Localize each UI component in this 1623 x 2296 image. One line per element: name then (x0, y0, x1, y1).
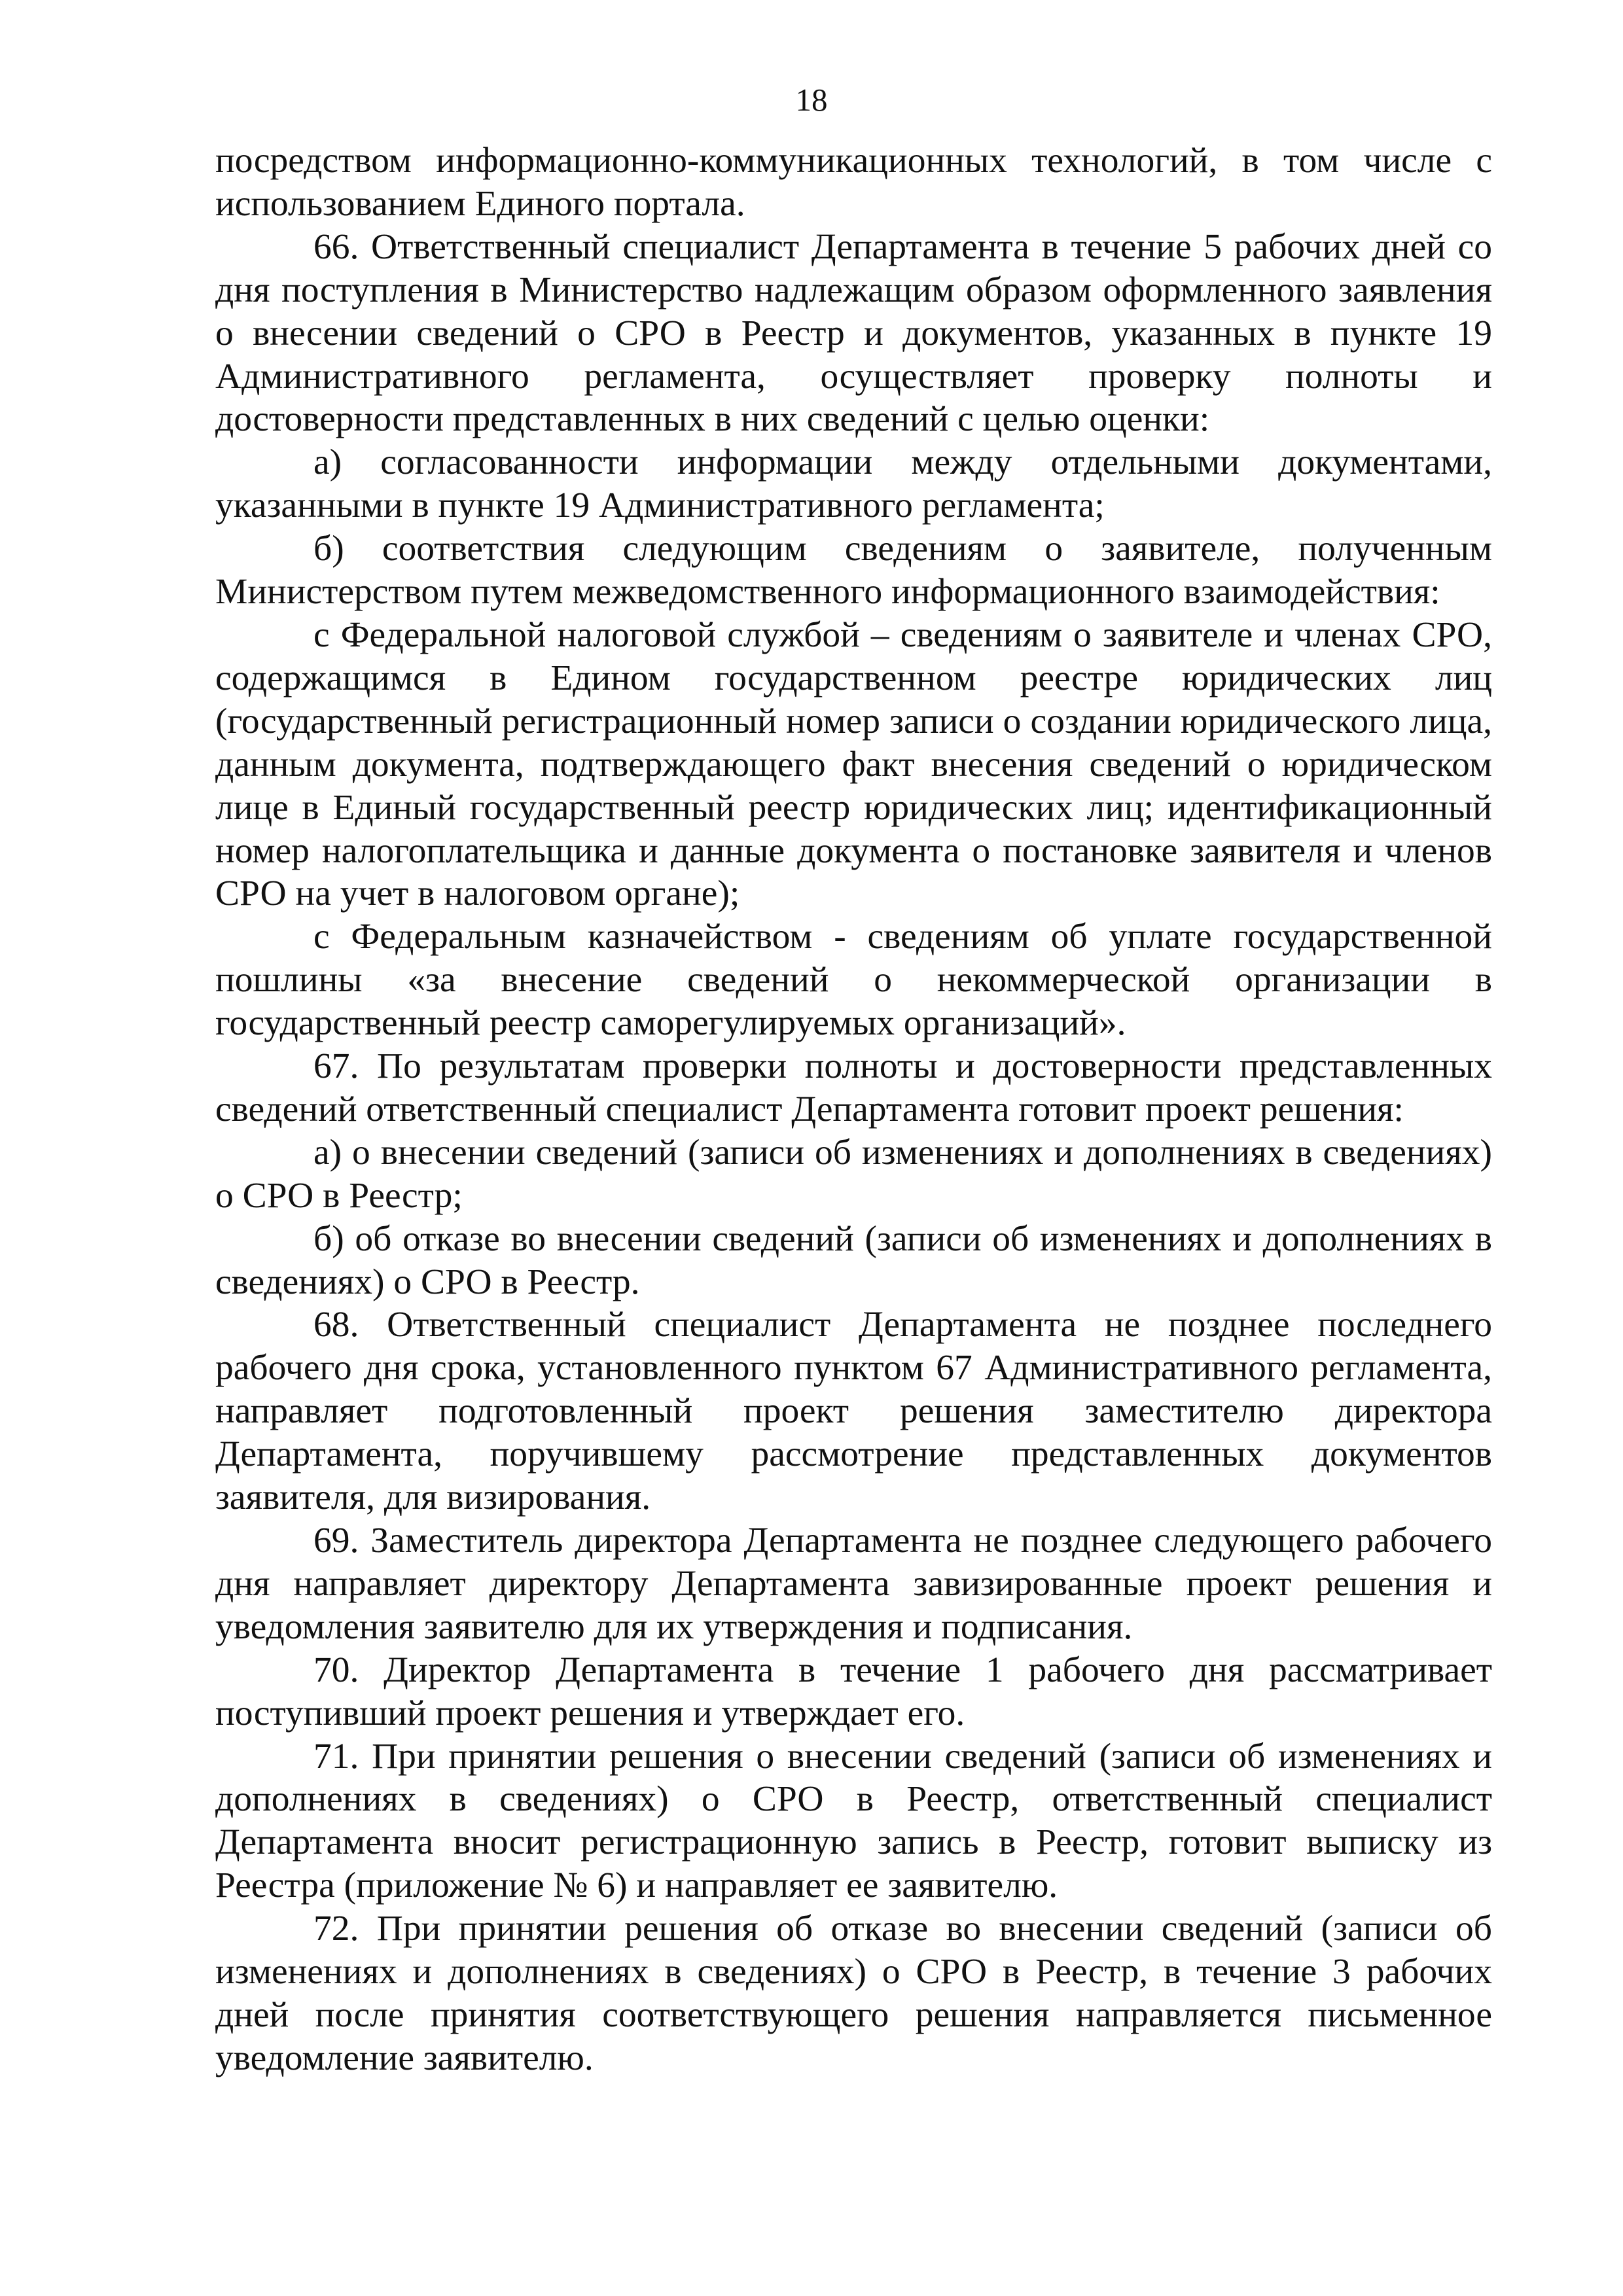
paragraph-66-a: а) согласованности информации между отдельными документами, указанными в пункте 19 Административного регламента; (215, 442, 1492, 526)
paragraph-70: 70. Директор Департамента в течение 1 рабочего дня рассматривает поступивший проект решения и утверждает его. (215, 1650, 1492, 1733)
paragraph-68: 68. Ответственный специалист Департамента не позднее последнего рабочего дня срока, установленного пунктом 67 Административного регламента, направляет подготовленный проект решения заместителю директора Департамента, поручившему рассмотрение представленных документов заявителя, для визирования. (215, 1305, 1492, 1518)
paragraph-67: 67. По результатам проверки полноты и достоверности представленных сведений ответственный специалист Департамента готовит проект решения: (215, 1046, 1492, 1129)
document-body (215, 139, 1492, 2080)
paragraph-67-b: б) об отказе во внесении сведений (записи об изменениях и дополнениях в сведениях) о СРО в Реестр. (215, 1218, 1492, 1302)
paragraph-66: 66. Ответственный специалист Департамента в течение 5 рабочих дней со дня поступления в Министерство надлежащим образом оформленного заявления о внесении сведений о СРО в Реестр и документов, указанных в пункте 19 Административного регламента, осуществляет проверку полноты и достоверности представленных в них сведений с целью оценки: (215, 226, 1492, 440)
page-number: 18 (795, 82, 828, 118)
paragraph-67-a: а) о внесении сведений (записи об изменениях и дополнениях в сведениях) о СРО в Реестр; (215, 1132, 1492, 1216)
paragraph-66-b: б) соответствия следующим сведениям о заявителе, полученным Министерством путем межведомственного информационного взаимодействия: (215, 529, 1492, 612)
paragraph-72: 72. При принятии решения об отказе во внесении сведений (записи об изменениях и дополнениях в сведениях) о СРО в Реестр, в течение 3 рабочих дней после принятия соответствующего решения направляется письменное уведомление заявителю. (215, 1909, 1492, 2078)
paragraph-tax-service: с Федеральной налоговой службой – сведениям о заявителе и членах СРО, содержащимся в Едином государственном реестре юридических лиц (государственный регистрационный номер записи о создании юридического лица, данным документа, подтверждающего факт внесения сведений о юридическом лице в Единый государственный реестр юридических лиц; идентификационный номер налогоплательщика и данные документа о постановке заявителя и членов СРО на учет в налоговом органе); (215, 614, 1492, 914)
paragraph-69: 69. Заместитель директора Департамента не позднее следующего рабочего дня направляет директору Департамента завизированные проект решения и уведомления заявителю для их утверждения и подписания. (215, 1521, 1492, 1647)
paragraph-continuation: посредством информационно-коммуникационных технологий, в том числе с использованием Единого портала. (215, 141, 1492, 224)
paragraph-treasury: с Федеральным казначейством - сведениям об уплате государственной пошлины «за внесение сведений о некоммерческой организации в государственный реестр саморегулируемых организаций». (215, 917, 1492, 1044)
paragraph-71: 71. При принятии решения о внесении сведений (записи об изменениях и дополнениях в сведениях) о СРО в Реестр, ответственный специалист Департамента вносит регистрационную запись в Реестр, готовит выписку из Реестра (приложение № 6) и направляет ее заявителю. (215, 1736, 1492, 1906)
